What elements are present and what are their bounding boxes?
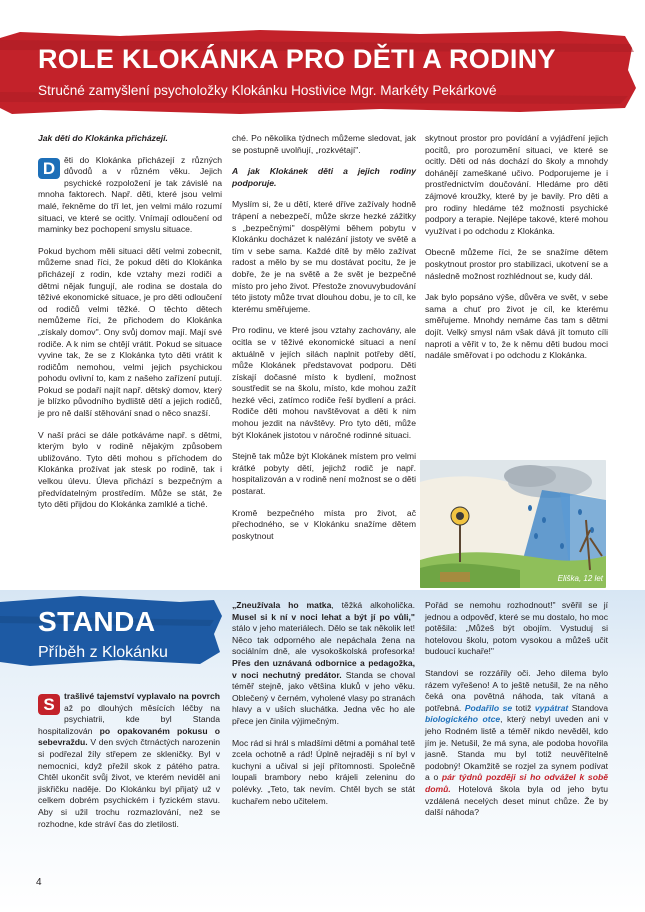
paragraph-text: stálo v jeho materiálech. Dělo se tak několik let! Něco tak odporného ale nepáchala žena na sociálním dně, ale vysokoškolská profesorka! [232, 623, 415, 657]
story-column-2 [232, 600, 415, 817]
dropcap: S [38, 694, 60, 715]
article-paragraph: Pokud bychom měli situaci dětí velmi zobecnit, můžeme snad říci, že pokud děti do Klokánka přicházejí z rodin, kde vztahy mezi rodiči a dětmi nějak fungují, ale rodina se dostala do těživé ekonomické situace, je pro děti odloučení od rodičů velmi těžké. O těchto dětech nemůžeme říci, že přichodem do Klokánka „získaly domov". Ony svůj domov mají. Mají své rodiče. A k nim se chtějí vrátit. Pokud se situace vyvine tak, že se z Klokánka tyto děti vrátit k rodičům nemohou, velmi jejich psychickou pohodu ovlivní to, kam z našeho zařízení putují. Pokud se podaří najít např. dětský domov, který je blízko původního bydliště dětí a jejich rodičů, je pro ně další stěhování snad o něco snazší. [38, 245, 222, 419]
emphasis-text: Přes den uznávaná odbornice a pedagožka, v noci nechutný predátor. [232, 657, 415, 680]
article-paragraph: skytnout prostor pro povídání a vyjádření jejich pocitů, pro porozumění situaci, ve které se ocitly. Děti od nás dochází do školy a mnohdy dohánějí zameškané učivo. Podporujeme je i prostřednictvím doučování. Hledáme pro děti zájmové kroužky, které by je bavily. Pro děti a pro rodiny hledáme též možnosti psychické podpory a terapie. Nejlépe takové, které mohou využívat i po odchodu z Klokánka. [425, 133, 608, 236]
article-paragraph [38, 155, 222, 236]
page-number: 4 [36, 877, 42, 888]
emphasis-text: Podařilo se [464, 702, 513, 713]
story-paragraph [38, 691, 220, 830]
paragraph-text: Standovi se rozzářily oči. Jeho dilema bylo rázem vyřešeno! A to ještě netušil, že na něho čeká ona povětná náhoda, tak vítaná a potřebná. [425, 667, 608, 713]
paragraph-text: Hotelová škola byla od jeho bytu vzdálená necelých deset minut chůze. Že by další náhoda? [425, 783, 608, 818]
emphasis-text: po opakovaném pokusu o sebevraždu. [38, 725, 220, 748]
page-title: ROLE KLOKÁNKA PRO DĚTI A RODINY [38, 44, 556, 74]
illustration-caption: Eliška, 12 let [557, 574, 603, 583]
article-paragraph: Stejně tak může být Klokánek místem pro velmi krátké pobyty dětí, jejichž rodič je např. hospitalizován a v rodině není možnost se o děti postarat. [232, 451, 416, 497]
paragraph-text: Standova [568, 702, 609, 713]
article-paragraph: ché. Po několika týdnech můžeme sledovat, jak se postupně uvolňují, „rozkvétají". [232, 133, 416, 155]
story-subtitle: Příběh z Klokánku [38, 644, 168, 661]
story-paragraph: Moc rád si hrál s mladšími dětmi a pomáhal tetě zcela ochotně a rád! Úplně nejraději s ní byl v kuchyni a učival si její přítomnosti. Společně loupali brambory nebo krájeli zeleninu do polévky. „Teto, tak nevím. Chtěl bych se stát kuchařem nebo učitelem. [232, 737, 415, 806]
article-column-2 [232, 133, 416, 552]
paragraph-text: až po dlouhých měsících léčby na psychiatrii, kde byl Standa hospitalizován [38, 702, 220, 736]
article-subheading: A jak Klokánek děti a jejich rodiny podporuje. [232, 166, 416, 188]
story-paragraph [232, 600, 415, 728]
paragraph-text: , který nebyl uveden ani v jeho Rodném listě a téměř nikdo nevěděl, kdo jím je. Netušil, že má syna, ale podoba hovořila jasně. Standa mu byl totiž neuvěřitelně podobný! Okamžitě se rozjel za synem podívat a o [425, 714, 608, 783]
article-lead: Jak děti do Klokánka přicházejí. [38, 133, 168, 143]
paragraph-text: , těžká alkoholička. [331, 600, 415, 610]
paragraph-text: ěti do Klokánka přicházejí z různých důvodů a v různém věku. Jejich psychické rozpoložení je tak závislé na mnoha faktorech. Např. děti, které jsou velmi malé, řekněme do tří let, jen velmi málo rozumí situaci, ve které se ocitly. Vnímají odloučení od maminky bez pochopení smyslu situace. [38, 154, 222, 235]
story-column-1 [38, 691, 220, 840]
article-paragraph: Myslím si, že u dětí, které dříve zažívaly hodně trápení a nebezpečí, může skrze hezké zážitky s „bezpečnými" dospělými během pobytu v Klokánku docházet k nalézání jistoty ve světě a tím v sebe sama. Každé dítě by mělo zažívat radost a mělo by se mu dostávat pocitu, že je dobře, že je na světě a že svět je bezpečné místo pro jeho život. Přestože znovuvybudování této jistoty může trvat dlouhou dobu, je to cíl, ke kterému směřujeme. [232, 199, 416, 314]
quote-text: „Zneužívala ho matka [232, 600, 332, 610]
story-column-3 [425, 600, 608, 829]
paragraph-text: Standa se choval téměř stejně, jako většina kluků v jeho věku. Oblečený v černém, vyholené vlasy po stranách hlavy a v uších sluchátka. Jedna věc ho ale přece jen činila výjimečným. [232, 669, 415, 726]
article-paragraph: Obecně můžeme říci, že se snažíme dětem poskytnout prostor pro stabilizaci, ukotvení se a následně možnost rozhlédnout se, kudy dál. [425, 247, 608, 281]
article-column-1 [38, 133, 222, 521]
article-paragraph: Pro rodinu, ve které jsou vztahy zachovány, ale ocitla se v těživé ekonomické situaci a není aktuálně v jejích silách naplnit potřeby dětí, může Klokánek představovat podporu. Děti získají dočasné místo k bydlení, možnost soustředit se na školu, místo, kde mohou zažít hezké věci, zatímco rodiče řeší bydlení a práci. Rodiče děti mohou navštěvovat a děti k nim mohou jezdit na návštěvy. Pro tyto děti, může být Klokánek jistotou v náročné rodinné situaci. [232, 325, 416, 440]
emphasis-text: pár týdnů později si ho odvážel k sobě domů. [425, 772, 608, 794]
emphasis-text: vypátrat [534, 702, 569, 713]
story-paragraph: Pořád se nemohu rozhodnout!" svěřil se jí jednou a odpověď, které se mu dostalo, ho moc potěšila: „Můžeš být obojím. Vystuduj si hotelovou školu, potom vysokou a můžeš učit budoucí kuchaře!" [425, 600, 608, 657]
article-column-3 [425, 133, 608, 372]
story-paragraph [425, 668, 608, 819]
paragraph-text: totiž [512, 702, 535, 713]
emphasis-text: biologického otce [425, 714, 501, 725]
quote-text: Musel si k ní v noci lehat a být jí po vůli," [232, 611, 415, 622]
story-title: STANDA [38, 606, 156, 637]
emphasis-text: trašlivé tajemství vyplavalo na povrch [64, 691, 220, 701]
child-drawing-illustration [420, 460, 606, 588]
article-paragraph: Jak bylo popsáno výše, důvěra ve svět, v sebe sama a chuť pro život je cíl, ke kterému směřujeme. Mnohdy nemáme čas tam s dětmi dojít. Velký smysl nám však dává jít tomuto cíli naproti a věřit v to, že k němu děti budou moci nadále směřovat i po odchodu z Klokánka. [425, 292, 608, 361]
dropcap: D [38, 158, 60, 179]
page-subtitle: Stručné zamyšlení psycholožky Klokánku Hostivice Mgr. Markéty Pekárkové [38, 83, 497, 98]
article-paragraph: Kromě bezpečného místa pro život, ač přechodného, se v Klokánku snažíme dětem poskytnout [232, 507, 416, 541]
paragraph-text: V den svých čtrnáctých narozenin si podřezal žíly střepem ze skleničky. Byl v nemocnici, když přežil skok z pátého patra. Chtěl ukončit svůj život, ve kterém neviděl ani jiskřičku naděje. Do Klokánku byl přijatý už v celkem dobrém psychickém i fyzickém stavu. Aby si užil trochu rozmazlování, než se rozhodne, kde stráví čas do zletilosti. [38, 737, 220, 829]
article-paragraph: V naší práci se dále potkáváme např. s dětmi, kterým bylo v rodině nějakým způsobem ubližováno. Tyto děti mohou s příchodem do Klokánka prožívat jak stesk po rodině, tak i velkou úlevu. Úleva přichází s bezpečným a předvídatelným prostředím. Může se stát, že tyto děti přijdou do Klokánka zamlklé a tiché. [38, 429, 222, 510]
